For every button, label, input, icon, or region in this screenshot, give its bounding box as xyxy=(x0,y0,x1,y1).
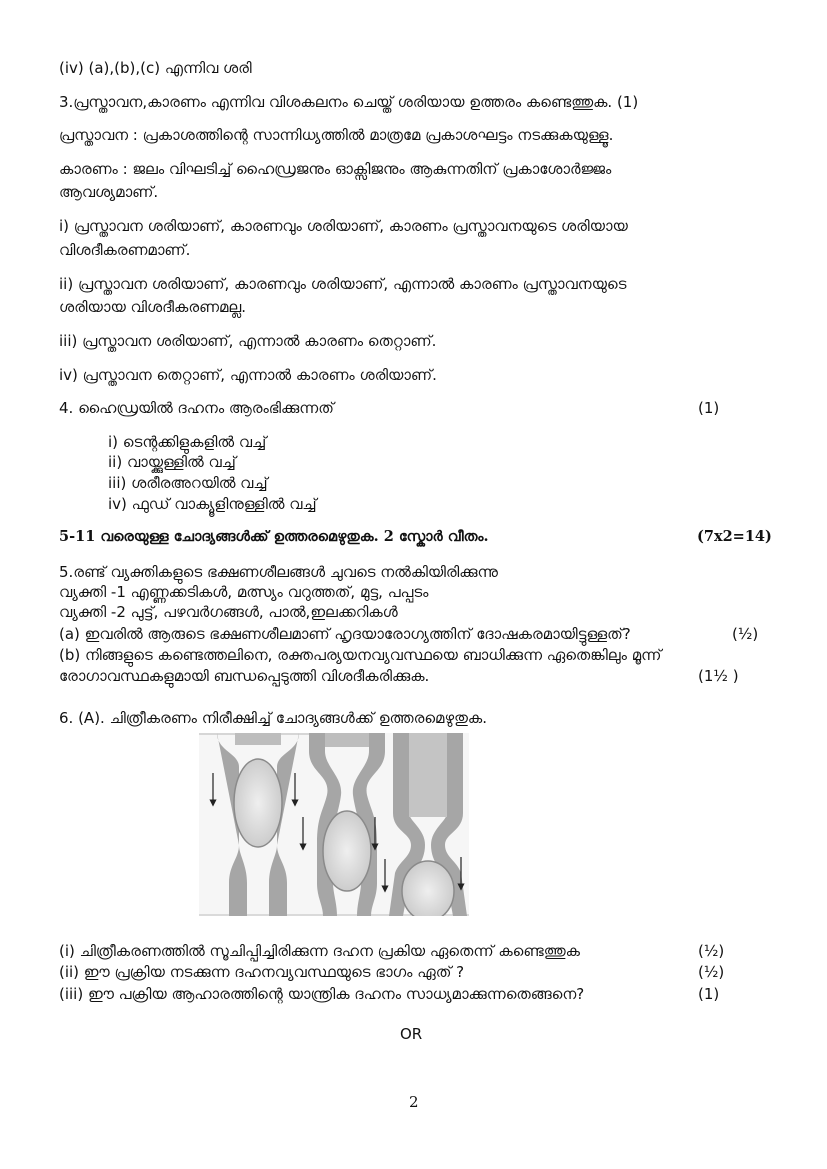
q3-option-iv: iv) പ്രസ്താവന തെറ്റാണ്, എന്നാൽ കാരണം ശരിയാണ്. xyxy=(59,366,437,384)
q5-part-b-marks: (1½ ) xyxy=(698,667,739,685)
q3-option-ii-line2: ശരിയായ വിശദീകരണമല്ല. xyxy=(59,298,246,316)
q4-option-i: i) ടെന്റക്കിളുകളിൽ വച്ച് xyxy=(108,433,267,451)
q4-marks: (1) xyxy=(698,399,720,417)
section-heading: 5-11 വരെയുള്ള ചോദ്യങ്ങൾക്ക് ഉത്തരമെഴുതുക. 2 സ്കോർ വീതം. xyxy=(59,528,489,545)
q4-option-ii: ii) വായ്ക്കുള്ളിൽ വച്ച് xyxy=(108,453,236,471)
q6-part-iii-marks: (1) xyxy=(698,985,720,1003)
q6-part-i-marks: (½) xyxy=(698,942,725,960)
q2-option-iv: (iv) (a),(b),(c) എന്നിവ ശരി xyxy=(59,59,252,77)
q5-part-a: (a) ഇവരിൽ ആരുടെ ഭക്ഷണശീലമാണ് ഹൃദയാരോഗ്യത്തിന് ദോഷകരമായിട്ടുള്ളത്? xyxy=(59,625,631,643)
q6-part-i: (i) ചിത്രീകരണത്തിൽ സൂചിപ്പിച്ചിരിക്കുന്ന ദഹന പ്രകിയ ഏതെന്ന് കണ്ടെത്തുക xyxy=(59,942,580,960)
q3-statement: പ്രസ്താവന : പ്രകാശത്തിന്റെ സാന്നിധ്യത്തിൽ മാത്രമേ പ്രകാശഘട്ടം നടക്കുകയുള്ളൂ. xyxy=(59,126,614,144)
q3-option-i-line1: i) പ്രസ്താവന ശരിയാണ്, കാരണവും ശരിയാണ്, കാരണം പ്രസ്താവനയുടെ ശരിയായ xyxy=(59,217,628,235)
q4-option-iii: iii) ശരീരഅറയിൽ വച്ച് xyxy=(108,474,268,492)
q3-option-i-line2: വിശദീകരണമാണ്. xyxy=(59,241,191,259)
q4-question: 4. ഹൈഡ്രയിൽ ദഹനം ആരംഭിക്കുന്നത് xyxy=(59,399,334,417)
q6-intro: 6. (A). ചിത്രീകരണം നിരീക്ഷിച്ച് ചോദ്യങ്ങൾക്ക് ഉത്തരമെഴുതുക. xyxy=(59,709,487,727)
section-marks: (7x2=14) xyxy=(697,528,772,545)
q5-part-a-marks: (½) xyxy=(732,625,759,643)
q3-option-ii-line1: ii) പ്രസ്താവന ശരിയാണ്, കാരണവും ശരിയാണ്, എന്നാൽ കാരണം പ്രസ്താവനയുടെ xyxy=(59,275,627,293)
q6-part-ii: (ii) ഈ പ്രക്രിയ നടക്കുന്ന ദഹനവ്യവസ്ഥയുടെ ഭാഗം ഏത് ? xyxy=(59,963,465,981)
q3-reason-line1: കാരണം : ജലം വിഘടിച്ച് ഹൈഡ്രജനും ഓക്സിജനും ആകുന്നതിന് പ്രകാശോർജ്ജം xyxy=(59,160,612,178)
q5-part-b-line2: രോഗാവസ്ഥകളുമായി ബന്ധപ്പെടുത്തി വിശദീകരിക്കുക. xyxy=(59,667,430,685)
q6-part-ii-marks: (½) xyxy=(698,963,725,981)
page-number: 2 xyxy=(409,1093,419,1111)
q4-option-iv: iv) ഫുഡ് വാക്യൂളിനുള്ളിൽ വച്ച് xyxy=(108,495,317,513)
q3-reason-line2: ആവശ്യമാണ്. xyxy=(59,183,159,201)
q5-person1: വ്യക്തി -1 എണ്ണക്കടികൾ, മത്സ്യം വറുത്തത്, മുട്ട, പപ്പടം xyxy=(59,583,429,601)
q6-part-iii: (iii) ഈ പക്രിയ ആഹാരത്തിന്റെ യാന്ത്രിക ദഹനം സാധ്യമാക്കുന്നതെങ്ങനെ? xyxy=(59,985,585,1003)
q3-question: 3.പ്രസ്താവന,കാരണം എന്നിവ വിശകലനം ചെയ്ത് ശരിയായ ഉത്തരം കണ്ടെത്തുക. (1) xyxy=(59,93,639,111)
q5-intro: 5.രണ്ട് വ്യക്തികളുടെ ഭക്ഷണശീലങ്ങൾ ചുവടെ നൽകിയിരിക്കുന്നു xyxy=(59,563,498,581)
q5-part-b-line1: (b) നിങ്ങളുടെ കണ്ടെത്തലിനെ, രക്തപര്യയനവ്യവസ്ഥയെ ബാധിക്കുന്ന ഏതെങ്കിലും മൂന്ന് xyxy=(59,646,662,664)
peristalsis-illustration xyxy=(199,733,469,916)
or-separator: OR xyxy=(400,1025,423,1043)
q5-person2: വ്യക്തി -2 പുട്ട്, പഴവർഗങ്ങൾ, പാൽ,ഇലക്കറികൾ xyxy=(59,603,398,621)
q3-option-iii: iii) പ്രസ്താവന ശരിയാണ്, എന്നാൽ കാരണം തെറ്റാണ്. xyxy=(59,332,437,350)
